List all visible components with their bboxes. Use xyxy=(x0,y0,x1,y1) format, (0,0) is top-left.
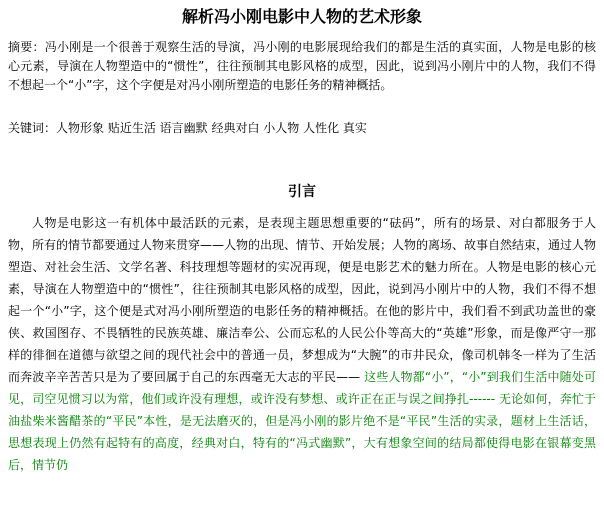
section-heading-introduction: 引言 xyxy=(288,184,316,200)
keywords xyxy=(8,119,596,138)
abstract-label: 摘要： xyxy=(8,40,45,54)
paper-page xyxy=(0,6,604,476)
abstract-text: 冯小刚是一个很善于观察生活的导演，冯小刚的电影展现给我们的都是生活的真实面，人物是电影的核心元素，导演在人物塑造中的“惯性”，往往预制其电影风格的成型，因此，说到冯小刚片中的人物，我们不得不想起一个“小”字，这个字便是对冯小刚所塑造的电影任务的精神概括。 xyxy=(8,40,596,92)
introduction-paragraph xyxy=(8,212,596,476)
introduction-text: 人物是电影这一有机体中最活跃的元素，是表现主题思想重要的“砝码”，所有的场景、对白都服务于人物，所有的情节都要通过人物来贯穿——人物的出现、情节、开始发展；人物的离场、故事自然结束，通过人物塑造、对社会生活、文学名著、科技理想等题材的实况再现，便是电影艺术的魅力所在。人物是电影的核心元素，导演在人物塑造中的“惯性”，往往预制其电影风格的成型，因此，说到冯小刚片中的人物，我们不得不想起一个“小”字，这个便是式对冯小刚所塑造的电影任务的精神概括。在他的影片中，我们看不到武功盖世的豪侠、救国图存、不畏牺牲的民族英雄、廉洁奉公、公而忘私的人民公仆等高大的“英雄”形象，而是像严守一那样的徘徊在道德与欲望之间的现代社会中的普通一员，梦想成为“大腕”的市井民众，像司机韩冬一样为了生活而奔波辛辛苦苦只是为了要回属于自己的东西毫无大志的平民—— xyxy=(8,216,597,384)
paper-title: 解析冯小刚电影中人物的艺术形象 xyxy=(181,7,422,26)
abstract xyxy=(8,38,596,95)
introduction-highlighted-text: 这些人物都“小”，“小”到我们生活中随处可见，司空见惯习以为常，他们或许没有理想，或许没有梦想、或许正在正与误之间挣扎------ 无论如何，奔忙于油盐柴米酱醋茶的“平民”本性，是无法磨灭的，但是冯小刚的影片绝不是“平民”生活的实录，题材上生活话，思想表现上仍然有起特有的高度，经典对白，特有的“冯式幽默”，大有想象空间的结局都使得电影在银幕变黑后，情节仍 xyxy=(8,370,596,472)
keywords-text: 人物形象 贴近生活 语言幽默 经典对白 小人物 人性化 真实 xyxy=(56,121,367,135)
keywords-label: 关键词： xyxy=(8,121,57,135)
